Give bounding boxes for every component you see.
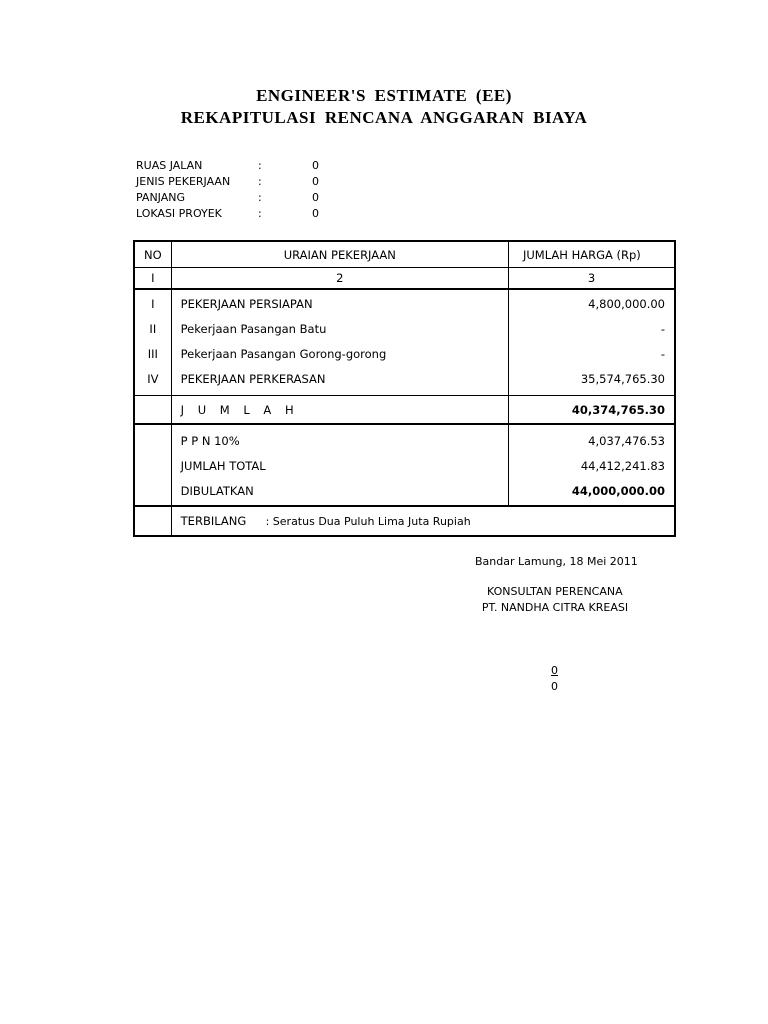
item-no: II	[134, 316, 171, 341]
header-uraian: URAIAN PEKERJAAN	[171, 241, 508, 268]
total-label: DIBULATKAN	[171, 478, 508, 506]
info-label: LOKASI PROYEK	[136, 207, 222, 220]
table-row	[134, 316, 675, 341]
info-colon: :	[258, 175, 262, 188]
jumlah-row	[134, 396, 675, 425]
table-row	[134, 341, 675, 366]
info-value: 0	[312, 159, 319, 172]
colnum-uraian: 2	[171, 268, 508, 290]
item-no: IV	[134, 366, 171, 396]
info-value: 0	[312, 175, 319, 188]
item-uraian: Pekerjaan Pasangan Batu	[171, 316, 508, 341]
document-title: ENGINEER'S ESTIMATE (EE)	[256, 86, 512, 105]
signature-place-date: Bandar Lamung, 18 Mei 2011	[475, 555, 638, 568]
total-no	[134, 478, 171, 506]
item-uraian: Pekerjaan Pasangan Gorong-gorong	[171, 341, 508, 366]
jumlah-label: J U M L A H	[171, 396, 508, 425]
jumlah-no	[134, 396, 171, 425]
total-row-dibulatkan	[134, 478, 675, 506]
column-number-row	[134, 268, 675, 290]
info-label: PANJANG	[136, 191, 186, 204]
total-row-ppn	[134, 424, 675, 453]
item-uraian: PEKERJAAN PERSIAPAN	[171, 289, 508, 316]
terbilang-value: : Seratus Dua Puluh Lima Juta Rupiah	[265, 515, 471, 528]
table-header-row	[134, 241, 675, 268]
budget-recap-table	[133, 240, 676, 537]
header-no: NO	[134, 241, 171, 268]
item-jumlah: -	[660, 321, 665, 336]
info-value: 0	[312, 191, 319, 204]
item-no: III	[134, 341, 171, 366]
info-value: 0	[312, 207, 319, 220]
terbilang-cell	[171, 506, 675, 536]
total-label: JUMLAH TOTAL	[171, 453, 508, 478]
info-colon: :	[258, 159, 262, 172]
colnum-no: I	[134, 268, 171, 290]
signature-name: 0	[551, 664, 558, 677]
item-jumlah: 4,800,000.00	[588, 297, 665, 311]
document-subtitle: REKAPITULASI RENCANA ANGGARAN BIAYA	[180, 108, 588, 127]
table-row	[134, 289, 675, 316]
terbilang-no	[134, 506, 171, 536]
header-jumlah: JUMLAH HARGA (Rp)	[509, 241, 676, 268]
total-value: 4,037,476.53	[588, 433, 665, 448]
total-value: 44,000,000.00	[509, 478, 676, 506]
terbilang-row	[134, 506, 675, 536]
jumlah-value: 40,374,765.30	[509, 396, 676, 425]
signature-title: 0	[551, 680, 558, 693]
signature-role: KONSULTAN PERENCANA	[487, 585, 623, 598]
item-jumlah: 35,574,765.30	[509, 366, 676, 396]
total-no	[134, 453, 171, 478]
info-colon: :	[258, 207, 262, 220]
info-label: RUAS JALAN	[136, 159, 203, 172]
colnum-jumlah: 3	[509, 268, 676, 290]
table-row	[134, 366, 675, 396]
terbilang-label: TERBILANG	[180, 514, 247, 528]
total-value: 44,412,241.83	[580, 458, 665, 473]
info-colon: :	[258, 191, 262, 204]
item-no: I	[134, 289, 171, 316]
total-row-jumlah-total	[134, 453, 675, 478]
signature-company: PT. NANDHA CITRA KREASI	[481, 601, 629, 614]
info-label: JENIS PEKERJAAN	[136, 175, 231, 188]
total-no	[134, 424, 171, 453]
total-label: P P N 10%	[171, 424, 508, 453]
item-uraian: PEKERJAAN PERKERASAN	[171, 366, 508, 396]
item-jumlah: -	[660, 346, 665, 361]
